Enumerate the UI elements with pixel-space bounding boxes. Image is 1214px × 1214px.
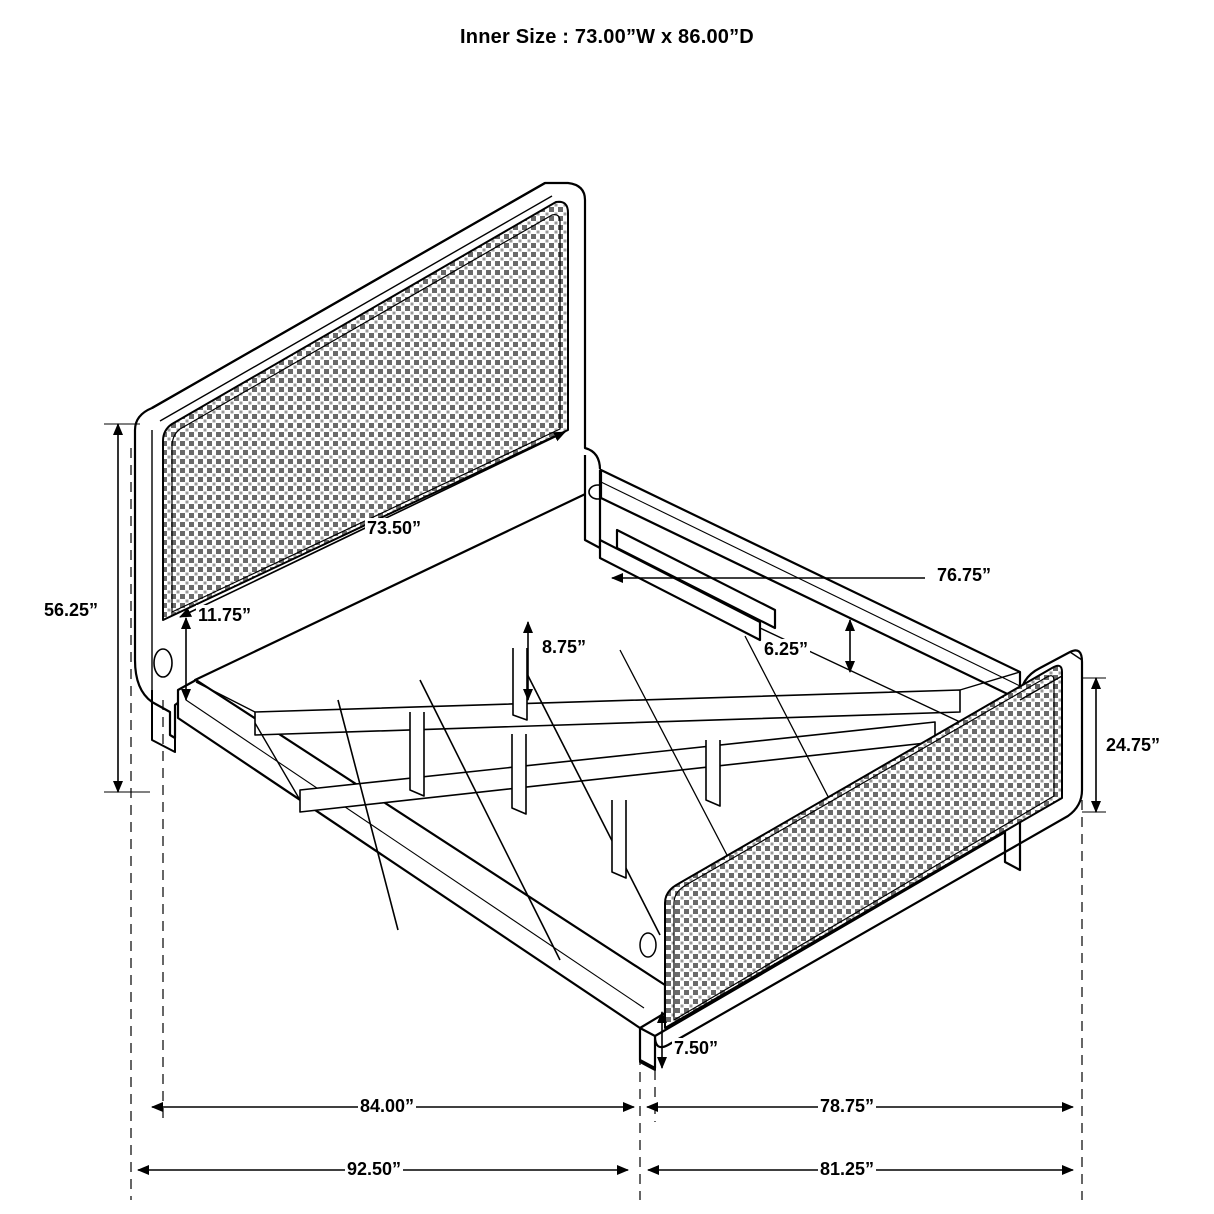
support-leg-1: [410, 712, 424, 796]
support-leg-4: [612, 800, 626, 878]
page-title: Inner Size : 73.00”W x 86.00”D: [460, 26, 754, 48]
dim-label-56-25: 56.25”: [44, 600, 99, 620]
dim-label-24-75: 24.75”: [1106, 735, 1161, 755]
headboard-right-leg: [585, 455, 600, 548]
center-slat-beam: [255, 690, 960, 735]
dim-label-81-25: 81.25”: [820, 1159, 875, 1179]
footboard-knob: [640, 933, 656, 957]
headboard-group: [135, 183, 600, 752]
dim-label-84-00: 84.00”: [360, 1096, 415, 1116]
slat-5: [745, 636, 835, 810]
support-leg-5: [706, 740, 720, 806]
dim-label-76-75: 76.75”: [937, 565, 992, 585]
dim-label-11-75: 11.75”: [198, 605, 252, 625]
dim-label-8-75: 8.75”: [542, 637, 587, 657]
support-leg-2: [513, 648, 527, 720]
dim-label-6-25: 6.25”: [764, 639, 809, 659]
dim-label-78-75: 78.75”: [820, 1096, 875, 1116]
dim-label-92-50: 92.50”: [347, 1159, 402, 1179]
support-leg-3: [512, 734, 526, 814]
dim-label-73-50: 73.50”: [367, 518, 422, 538]
dim-label-7-50: 7.50”: [674, 1038, 719, 1058]
